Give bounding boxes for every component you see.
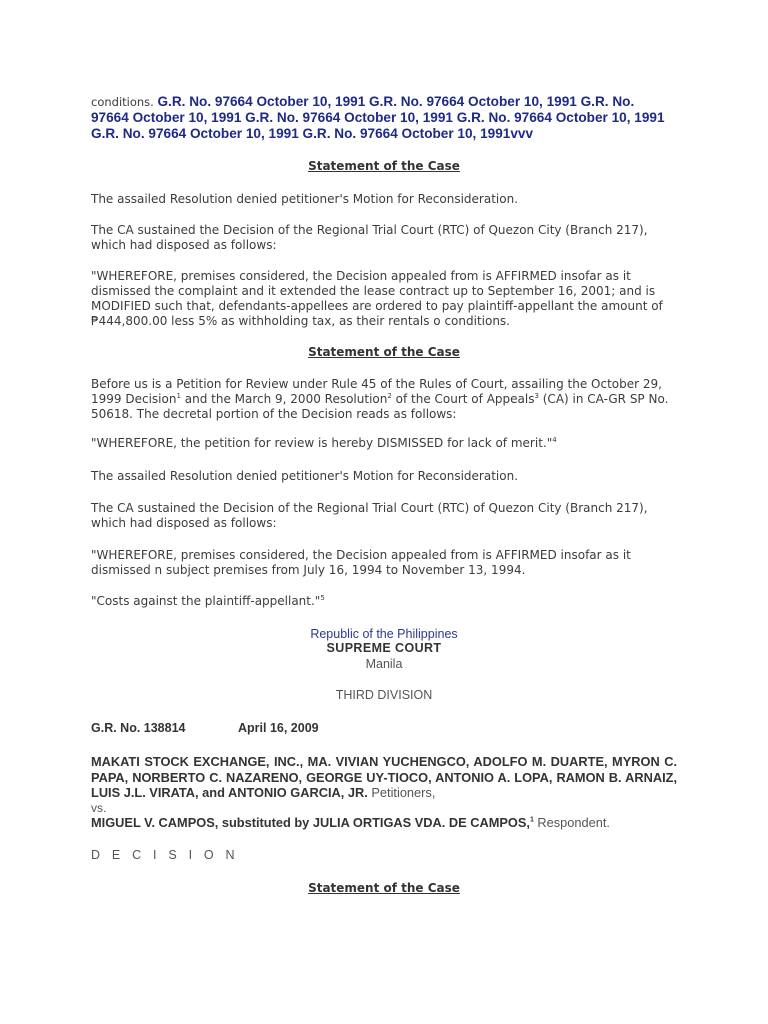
intro-paragraph [91, 94, 671, 142]
footnote-4-ref: 4 [552, 436, 557, 444]
block2-p1-part-b: and the March 9, 2000 Resolution [180, 392, 388, 406]
block2-paragraph-3: The assailed Resolution denied petitioner's Motion for Reconsideration. [91, 469, 519, 483]
block2-paragraph-4: The CA sustained the Decision of the Regional Trial Court (RTC) of Quezon City (Branch 217), which had disposed as follows: [91, 501, 648, 530]
respondent-names: MIGUEL V. CAMPOS, substituted by JULIA ORTIGAS VDA. DE CAMPOS, [91, 815, 530, 830]
gr-number-repeat: G.R. No. 97664 October 10, 1991 G.R. No. 97664 October 10, 1991 G.R. No. 97664 October 10, 1991 G.R. No. 97664 October 10, 1991 G.R. No. 97664 October 10, 1991 G.R. No. 97664 October 10, 1991 G.R. No. 97664 October 10, 1991vvv [91, 94, 665, 141]
respondent-footnote-ref: 1 [529, 816, 534, 824]
block1-paragraph-1: The assailed Resolution denied petitioner's Motion for Reconsideration. [91, 192, 519, 206]
block2-p1-part-d: (CA) in CA-GR SP No. 50618. The decretal portion of the Decision reads as follows: [91, 392, 669, 421]
statement-heading-3: Statement of the Case [308, 881, 460, 895]
intro-lead-text: conditions. [91, 95, 158, 109]
footnote-1-ref: 1 [176, 392, 181, 400]
respondent-role: Respondent. [533, 815, 610, 830]
statement-heading-1: Statement of the Case [308, 159, 460, 173]
court-name: SUPREME COURT [326, 641, 442, 655]
case-date: April 16, 2009 [238, 721, 319, 735]
block2-p1-part-a: Before us is a Petition for Review under Rule 45 of the Rules of Court, assailing the October 29, 1999 Decision [91, 377, 662, 406]
division-label: THIRD DIVISION [335, 688, 433, 702]
block2-p6-text: "Costs against the plaintiff-appellant." [91, 594, 321, 608]
block2-p2-text: "WHEREFORE, the petition for review is hereby DISMISSED for lack of merit." [91, 436, 553, 450]
block1-paragraph-2: The CA sustained the Decision of the Regional Trial Court (RTC) of Quezon City (Branch 217), which had disposed as follows: [91, 223, 648, 252]
block2-paragraph-1 [91, 377, 671, 422]
case-number: G.R. No. 138814 [91, 721, 186, 735]
court-city: Manila [365, 657, 403, 671]
footnote-2-ref: 2 [387, 392, 392, 400]
versus-label: vs. [91, 801, 107, 815]
republic-label: Republic of the Philippines [310, 627, 458, 641]
petitioners-role: Petitioners, [367, 785, 436, 800]
statement-heading-2: Statement of the Case [308, 345, 460, 359]
petitioners-names: MAKATI STOCK EXCHANGE, INC., MA. VIVIAN YUCHENGCO, ADOLFO M. DUARTE, MYRON C. PAPA, NORBERTO C. NAZARENO, GEORGE UY-TIOCO, ANTONIO A. LOPA, RAMON B. ARNAIZ, LUIS J.L. VIRATA, and ANTONIO GARCIA, JR. [91, 754, 677, 800]
respondent-line [91, 815, 691, 830]
block2-paragraph-2 [91, 436, 671, 451]
block2-p1-part-c: of the Court of Appeals [391, 392, 535, 406]
footnote-5-ref: 5 [320, 594, 325, 602]
petitioners-list [91, 754, 677, 801]
block2-paragraph-6 [91, 594, 671, 609]
footnote-3-ref: 3 [534, 392, 539, 400]
block1-paragraph-3: "WHEREFORE, premises considered, the Decision appealed from is AFFIRMED insofar as it dismissed the complaint and it extended the lease contract up to September 16, 2001; and is MODIFIED such that, defendants-appellees are ordered to pay plaintiff-appellant the amount of ₱444,800.00 less 5% as withholding tax, as their rentals o conditions. [91, 269, 663, 328]
block2-paragraph-5: "WHEREFORE, premises considered, the Decision appealed from is AFFIRMED insofar as it dismissed n subject premises from July 16, 1994 to November 13, 1994. [91, 548, 631, 577]
decision-label: D E C I S I O N [91, 848, 239, 862]
